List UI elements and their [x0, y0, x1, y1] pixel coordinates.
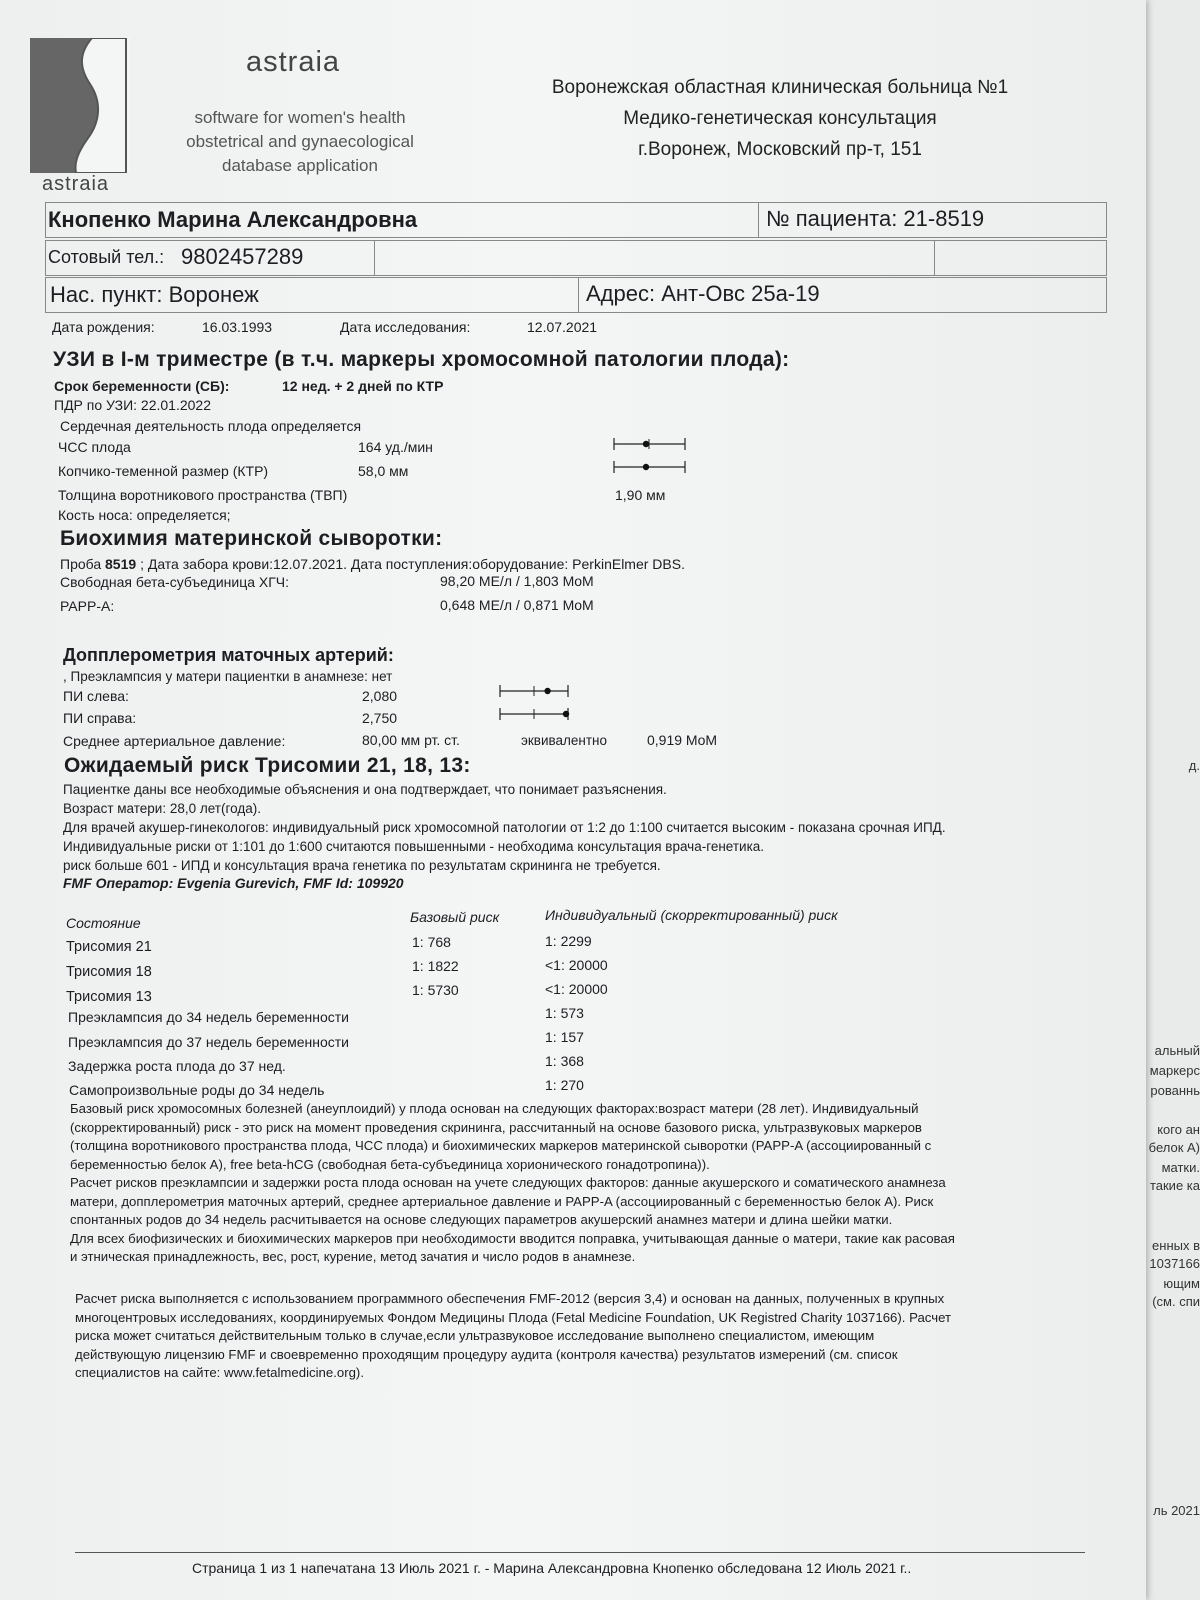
- risk-base: 1: 768: [412, 934, 451, 950]
- back-text: (см. спи: [1152, 1294, 1200, 1309]
- dob-value: 16.03.1993: [202, 319, 273, 335]
- back-text: белок А): [1148, 1140, 1200, 1155]
- fhr-value: 164 уд./мин: [358, 439, 433, 455]
- explanation-line: Для всех биофизических и биохимических маркеров при необходимости вводится поправка, учитывающая данные о матери, такие как расовая: [70, 1230, 955, 1246]
- crl-value: 58,0 мм: [358, 463, 409, 479]
- fetal-heart-activity: Сердечная деятельность плода определяется: [60, 418, 362, 434]
- brand-name: astraia: [246, 46, 341, 78]
- due-date: ПДР по УЗИ: 22.01.2022: [54, 397, 211, 413]
- logo-caption: astraia: [42, 173, 110, 195]
- explanation-text: [70, 1100, 955, 1267]
- risk-line: риск больше 601 - ИПД и консультация врача генетика по результатам скрининга не требуется.: [63, 858, 661, 873]
- hospital-header: [520, 72, 1040, 165]
- risk-state: Трисомия 21: [66, 939, 152, 955]
- software-note-line: многоцентровых исследованиях, координируемых Фондом Медицины Плода (Fetal Medicine Foundation, UK Registred Charity 1037166). Расчет: [75, 1309, 952, 1325]
- explanation-line: матери, допплерометрия маточных артерий, среднее артериальное давление и PAPP-A (ассоциированный с беременностью белок А). Риск: [70, 1193, 934, 1209]
- explanation-line: и этническая принадлежность, вес, рост, курение, метод зачатия и число родов в анамнезе.: [70, 1249, 636, 1264]
- risk-title: Ожидаемый риск Трисомии 21, 18, 13:: [64, 754, 471, 777]
- map-mom: 0,919 MoM: [647, 732, 718, 748]
- nasal-bone: Кость носа: определяется;: [58, 507, 231, 523]
- hospital-name: Воронежская областная клиническая больница №1: [551, 77, 1009, 98]
- col-state: Состояние: [66, 915, 141, 931]
- pi-right-label: ПИ справа:: [63, 710, 137, 726]
- risk-line: Пациентке даны все необходимые объяснения и она подтверждает, что понимает разъяснения.: [63, 782, 667, 797]
- back-text: 1037166: [1149, 1256, 1200, 1271]
- explanation-line: беременностью белок А), free beta-hCG (свободная бета-субъединица хорионического гонадотропина)).: [70, 1156, 710, 1172]
- astraia-logo: [30, 38, 130, 173]
- exam-date-value: 12.07.2021: [527, 319, 598, 335]
- term-value: 12 нед. + 2 дней по КТР: [282, 378, 444, 394]
- software-note-line: специалистов на сайте: www.fetalmedicine.org).: [75, 1365, 364, 1380]
- footer-rule: [75, 1552, 1085, 1553]
- back-text: ющим: [1163, 1276, 1200, 1291]
- crl-label: Копчико-теменной размер (КТР): [58, 463, 269, 479]
- risk-line: Индивидуальные риски от 1:101 до 1:600 считаются повышенными - необходима консультация врача-генетика.: [63, 839, 765, 854]
- risk-individual: 1: 2299: [545, 933, 592, 949]
- pi-right-value: 2,750: [362, 710, 398, 726]
- risk-line: Возраст матери: 28,0 лет(года).: [63, 801, 261, 816]
- risk-state: Преэклампсия до 37 недель беременности: [68, 1034, 349, 1050]
- back-text: д.: [1188, 758, 1200, 773]
- phone-label: Сотовый тел.:: [48, 247, 165, 267]
- back-text: такие ка: [1149, 1178, 1200, 1193]
- pi-right-marker-dot: [563, 711, 569, 717]
- risk-state: Трисомия 18: [66, 964, 152, 980]
- fhr-label: ЧСС плода: [58, 439, 131, 455]
- software-note-line: Расчет риска выполняется с использованием программного обеспечения FMF-2012 (версия 3,4) и основан на данных, полученных в крупных: [75, 1291, 945, 1306]
- doppler-title: Допплерометрия маточных артерий:: [63, 645, 394, 665]
- risk-individual: <1: 20000: [545, 957, 608, 973]
- map-label: Среднее артериальное давление:: [63, 733, 286, 749]
- phone-row: [45, 240, 1107, 276]
- software-note: [75, 1290, 951, 1383]
- col-base-risk: Базовый риск: [410, 909, 500, 925]
- risk-individual: 1: 157: [545, 1029, 584, 1045]
- risk-line: Для врачей акушер-гинекологов: индивидуальный риск хромосомной патологии от 1:2 до 1:100 считается высоким - показана срочная ИПД.: [63, 820, 946, 835]
- risk-base: 1: 1822: [412, 958, 459, 974]
- explanation-line: Расчет рисков преэклампсии и задержки роста плода основан на учете следующих факторов: данные акушерского и соматического анамнеза: [70, 1175, 946, 1190]
- patient-name-row: [45, 202, 1107, 238]
- back-text: енных в: [1152, 1238, 1200, 1253]
- pi-right-range-marker: [498, 706, 570, 722]
- risk-state: Трисомия 13: [66, 989, 152, 1005]
- tagline-line: software for women's health: [194, 108, 406, 127]
- risk-intro: [63, 780, 946, 875]
- pi-left-value: 2,080: [362, 688, 398, 704]
- crl-range-marker: [612, 459, 687, 475]
- back-text: альный: [1154, 1043, 1200, 1058]
- sample-line: [60, 556, 685, 572]
- hospital-address: г.Воронеж, Московский пр-т, 151: [638, 139, 922, 160]
- pi-left-marker-dot: [544, 688, 550, 694]
- pi-left-range-marker: [498, 683, 570, 699]
- risk-individual: <1: 20000: [545, 981, 608, 997]
- crl-marker-dot: [643, 464, 649, 470]
- department-name: Медико-генетическая консультация: [623, 108, 937, 129]
- hcg-value: 98,20 МЕ/л / 1,803 MoM: [440, 573, 594, 589]
- city: Нас. пункт: Воронеж: [50, 282, 259, 307]
- fhr-marker-dot: [643, 441, 649, 447]
- biochem-title: Биохимия материнской сыворотки:: [60, 527, 443, 550]
- exam-date-label: Дата исследования:: [340, 319, 471, 335]
- risk-individual: 1: 270: [545, 1077, 584, 1093]
- back-text: рованнь: [1150, 1083, 1200, 1098]
- patient-id: № пациента: 21-8519: [766, 206, 985, 231]
- back-text: кого ан: [1157, 1122, 1200, 1137]
- sample-details: ; Дата забора крови:12.07.2021. Дата поступления:оборудование: PerkinElmer DBS.: [140, 556, 685, 572]
- risk-individual: 1: 573: [545, 1005, 584, 1021]
- hcg-label: Свободная бета-субъединица ХГЧ:: [60, 574, 290, 590]
- back-text: маркерс: [1149, 1063, 1200, 1078]
- phone-number: 9802457289: [181, 244, 304, 269]
- explanation-line: спонтанных родов до 34 недель расчитывается на основе следующих параметров акушерский анамнез матери и длина шейки матки.: [70, 1212, 893, 1227]
- pappa-label: PAPP-A:: [60, 598, 115, 614]
- ultrasound-title: УЗИ в I-м триместре (в т.ч. маркеры хромосомной патологии плода):: [53, 348, 790, 371]
- software-note-line: действующую лицензию FMF и своевременно проходящим процедуру аудита (контроля качества) результатов измерений (см. список: [75, 1346, 898, 1362]
- tagline-line: obstetrical and gynaecological: [186, 132, 414, 151]
- sample-number: 8519: [105, 556, 137, 572]
- patient-name: Кнопенко Марина Александровна: [48, 207, 418, 232]
- back-text: ль 2021: [1153, 1503, 1200, 1518]
- pi-left-label: ПИ слева:: [63, 688, 129, 704]
- explanation-line: (скорректированный) риск - это риск на момент проведения скрининга, рассчитанный на основе базового риска, ультразвуковых маркеров: [70, 1119, 922, 1135]
- underlying-page: [1146, 0, 1200, 1600]
- risk-state: Самопроизвольные роды до 34 недель: [69, 1082, 325, 1098]
- software-note-line: риска может считаться действительным только в случае,если ультразвуковое исследование выполнено специалистом, имеющим: [75, 1328, 875, 1343]
- pappa-value: 0,648 МЕ/л / 0,871 MoM: [440, 597, 594, 613]
- nt-label: Толщина воротникового пространства (ТВП): [58, 487, 348, 503]
- risk-state: Преэклампсия до 34 недель беременности: [68, 1009, 349, 1025]
- term-label: Срок беременности (СБ):: [54, 378, 230, 394]
- explanation-line: Базовый риск хромосомных болезней (анеуплоидий) у плода основан на следующих факторах:возраст матери (28 лет). Индивидуальный: [70, 1101, 919, 1116]
- risk-base: 1: 5730: [412, 982, 459, 998]
- address-row: [45, 277, 1107, 313]
- preeclampsia-history: , Преэклампсия у матери пациентки в анамнезе: нет: [63, 669, 393, 684]
- explanation-line: (толщина воротникового пространства плода, ЧСС плода) и биохимических маркеров материнской сыворотки (PAPP-A (ассоциированный с: [70, 1138, 932, 1153]
- fmf-operator: FMF Оператор: Evgenia Gurevich, FMF Id: 109920: [63, 875, 404, 891]
- back-text: матки.: [1161, 1160, 1200, 1175]
- risk-state: Задержка роста плода до 37 нед.: [68, 1058, 286, 1074]
- map-equivalent: эквивалентно: [521, 733, 608, 748]
- page-footer: Страница 1 из 1 напечатана 13 Июль 2021 г. - Марина Александровна Кнопенко обследована 12 Июль 2021 г..: [192, 1560, 912, 1576]
- dob-label: Дата рождения:: [52, 319, 155, 335]
- nt-value: 1,90 мм: [615, 487, 666, 503]
- risk-individual: 1: 368: [545, 1053, 584, 1069]
- tagline-line: database application: [222, 156, 378, 175]
- col-individual-risk: Индивидуальный (скорректированный) риск: [545, 907, 838, 923]
- brand-tagline: [170, 106, 430, 178]
- sample-prefix: Проба: [60, 556, 102, 572]
- address: Адрес: Ант-Овс 25а-19: [586, 281, 820, 306]
- map-value: 80,00 мм рт. ст.: [362, 732, 460, 748]
- fhr-range-marker: [612, 436, 687, 452]
